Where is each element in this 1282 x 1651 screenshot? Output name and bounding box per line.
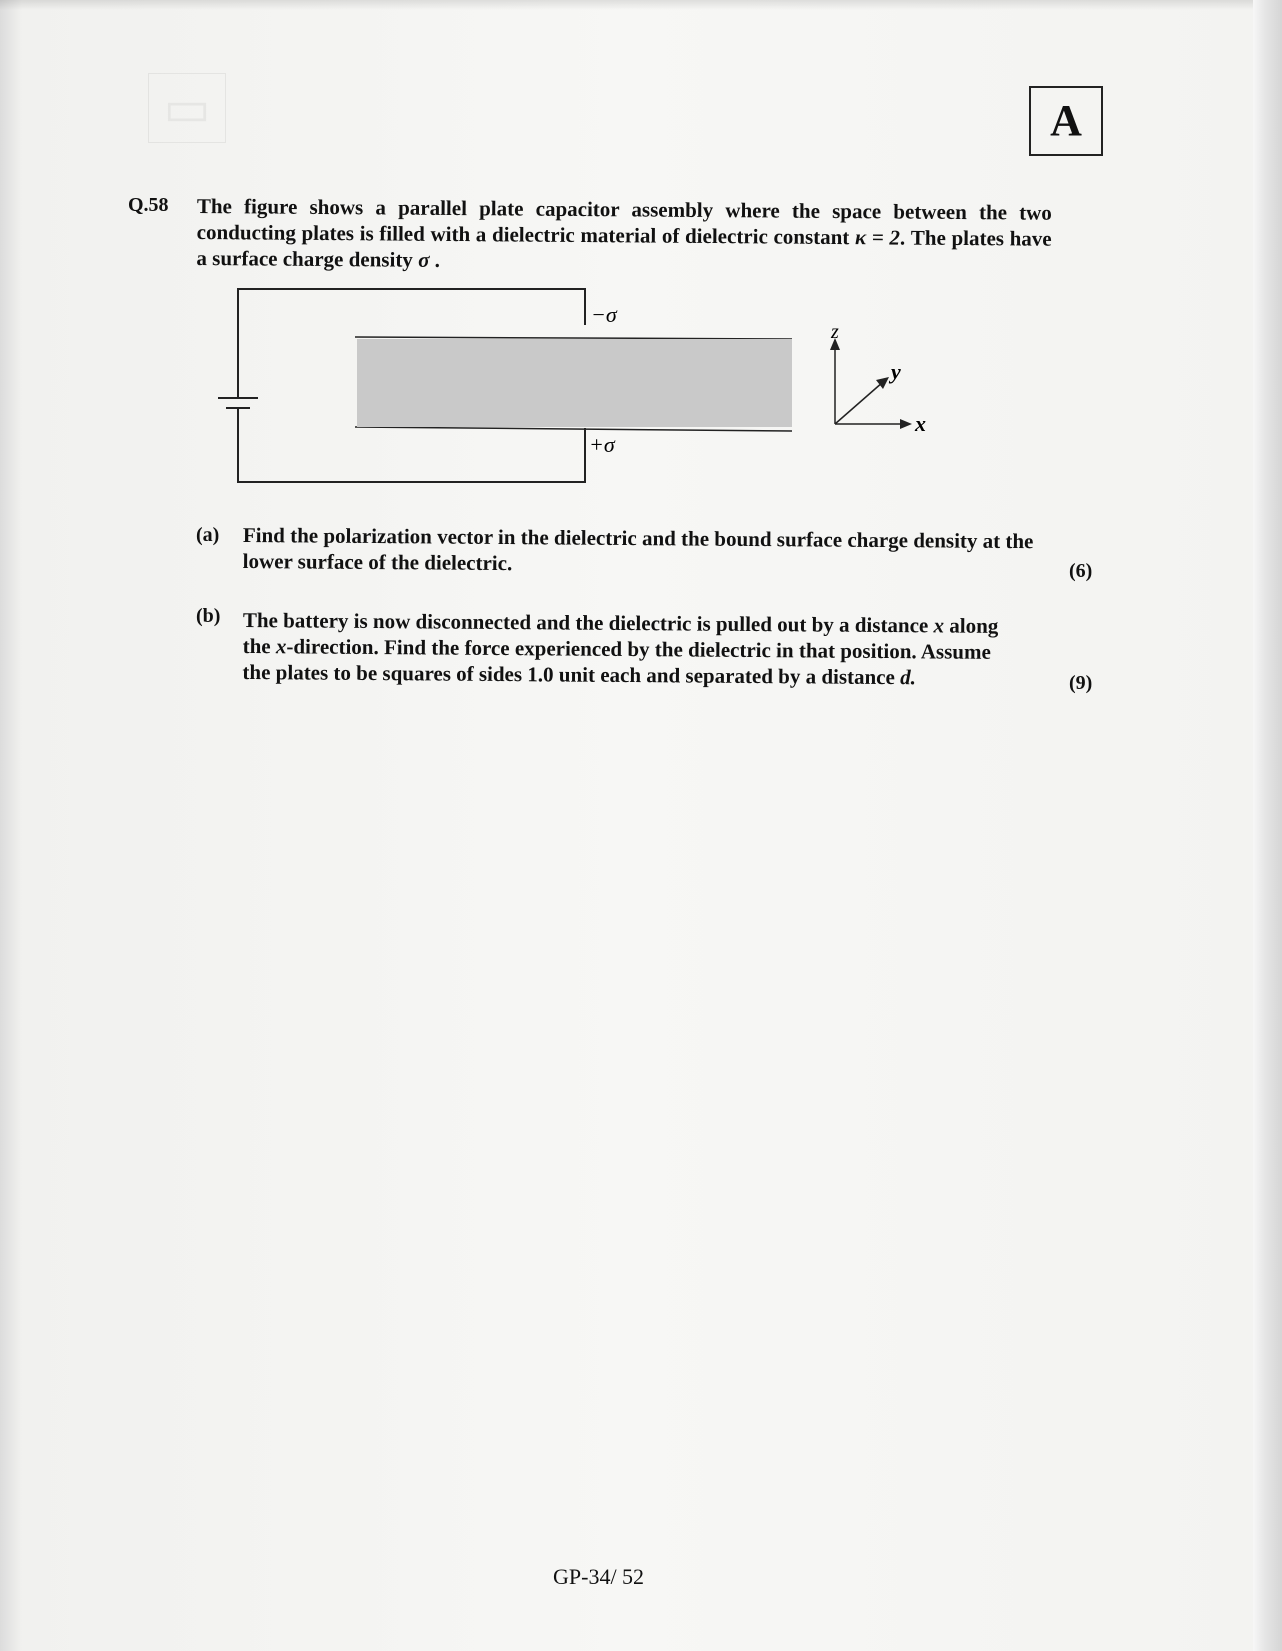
y-axis xyxy=(835,382,883,424)
scan-shadow xyxy=(0,0,1253,10)
part-a-label: (a) xyxy=(196,524,220,546)
set-label: A xyxy=(1050,96,1082,145)
question-stem xyxy=(196,193,1052,278)
top-plate xyxy=(355,337,792,339)
capacitor-figure xyxy=(210,280,960,500)
stem-text-1: The figure shows a parallel plate capacitor assembly where the space between the two conducting plates is filled with a dielectric material of dielectric constant xyxy=(196,193,1052,250)
part-b-line2-end: -direction. Find the force experienced by the dielectric in that position. Assume xyxy=(286,634,991,664)
part-b-marks: (9) xyxy=(1069,672,1093,694)
x-arrowhead xyxy=(900,419,912,429)
top-charge-label: −σ xyxy=(591,302,617,327)
set-label-box xyxy=(1029,86,1103,156)
part-a-marks: (6) xyxy=(1069,560,1093,582)
part-b-text xyxy=(242,607,1063,691)
bleed-through-box: ▭ xyxy=(148,73,226,143)
page-footer: GP-34/ 52 xyxy=(553,1564,645,1589)
part-b-line2: the xyxy=(242,633,277,659)
stem-text-3: . xyxy=(429,247,441,272)
part-b-label: (b) xyxy=(196,605,221,627)
stem-text-2: . The plates have a surface charge density xyxy=(196,225,1052,272)
y-axis-label: y xyxy=(891,359,901,384)
sigma-symbol: σ xyxy=(418,247,430,272)
kappa-expression: κ = 2 xyxy=(854,225,901,250)
page-edge xyxy=(1253,0,1282,1651)
part-b-line1: The battery is now disconnected and the dielectric is pulled out by a distance xyxy=(242,607,934,638)
dielectric-slab xyxy=(357,339,792,427)
part-b-var-d: d. xyxy=(900,665,916,690)
part-b-var-x: x xyxy=(933,613,945,638)
question-number: Q.58 xyxy=(128,194,169,216)
bottom-charge-label: +σ xyxy=(589,432,615,457)
part-b-line1-end: along xyxy=(943,613,999,638)
z-axis-label: z xyxy=(831,321,839,343)
bottom-plate xyxy=(355,427,792,431)
part-a-text: Find the polarization vector in the dielectric and the bound surface charge density at the lower surface of the dielectric. xyxy=(242,522,1034,576)
part-b-var-x2: x xyxy=(275,634,287,659)
x-axis-label: x xyxy=(915,411,926,436)
part-b-line3: the plates to be squares of sides 1.0 unit each and separated by a distance xyxy=(242,659,901,690)
